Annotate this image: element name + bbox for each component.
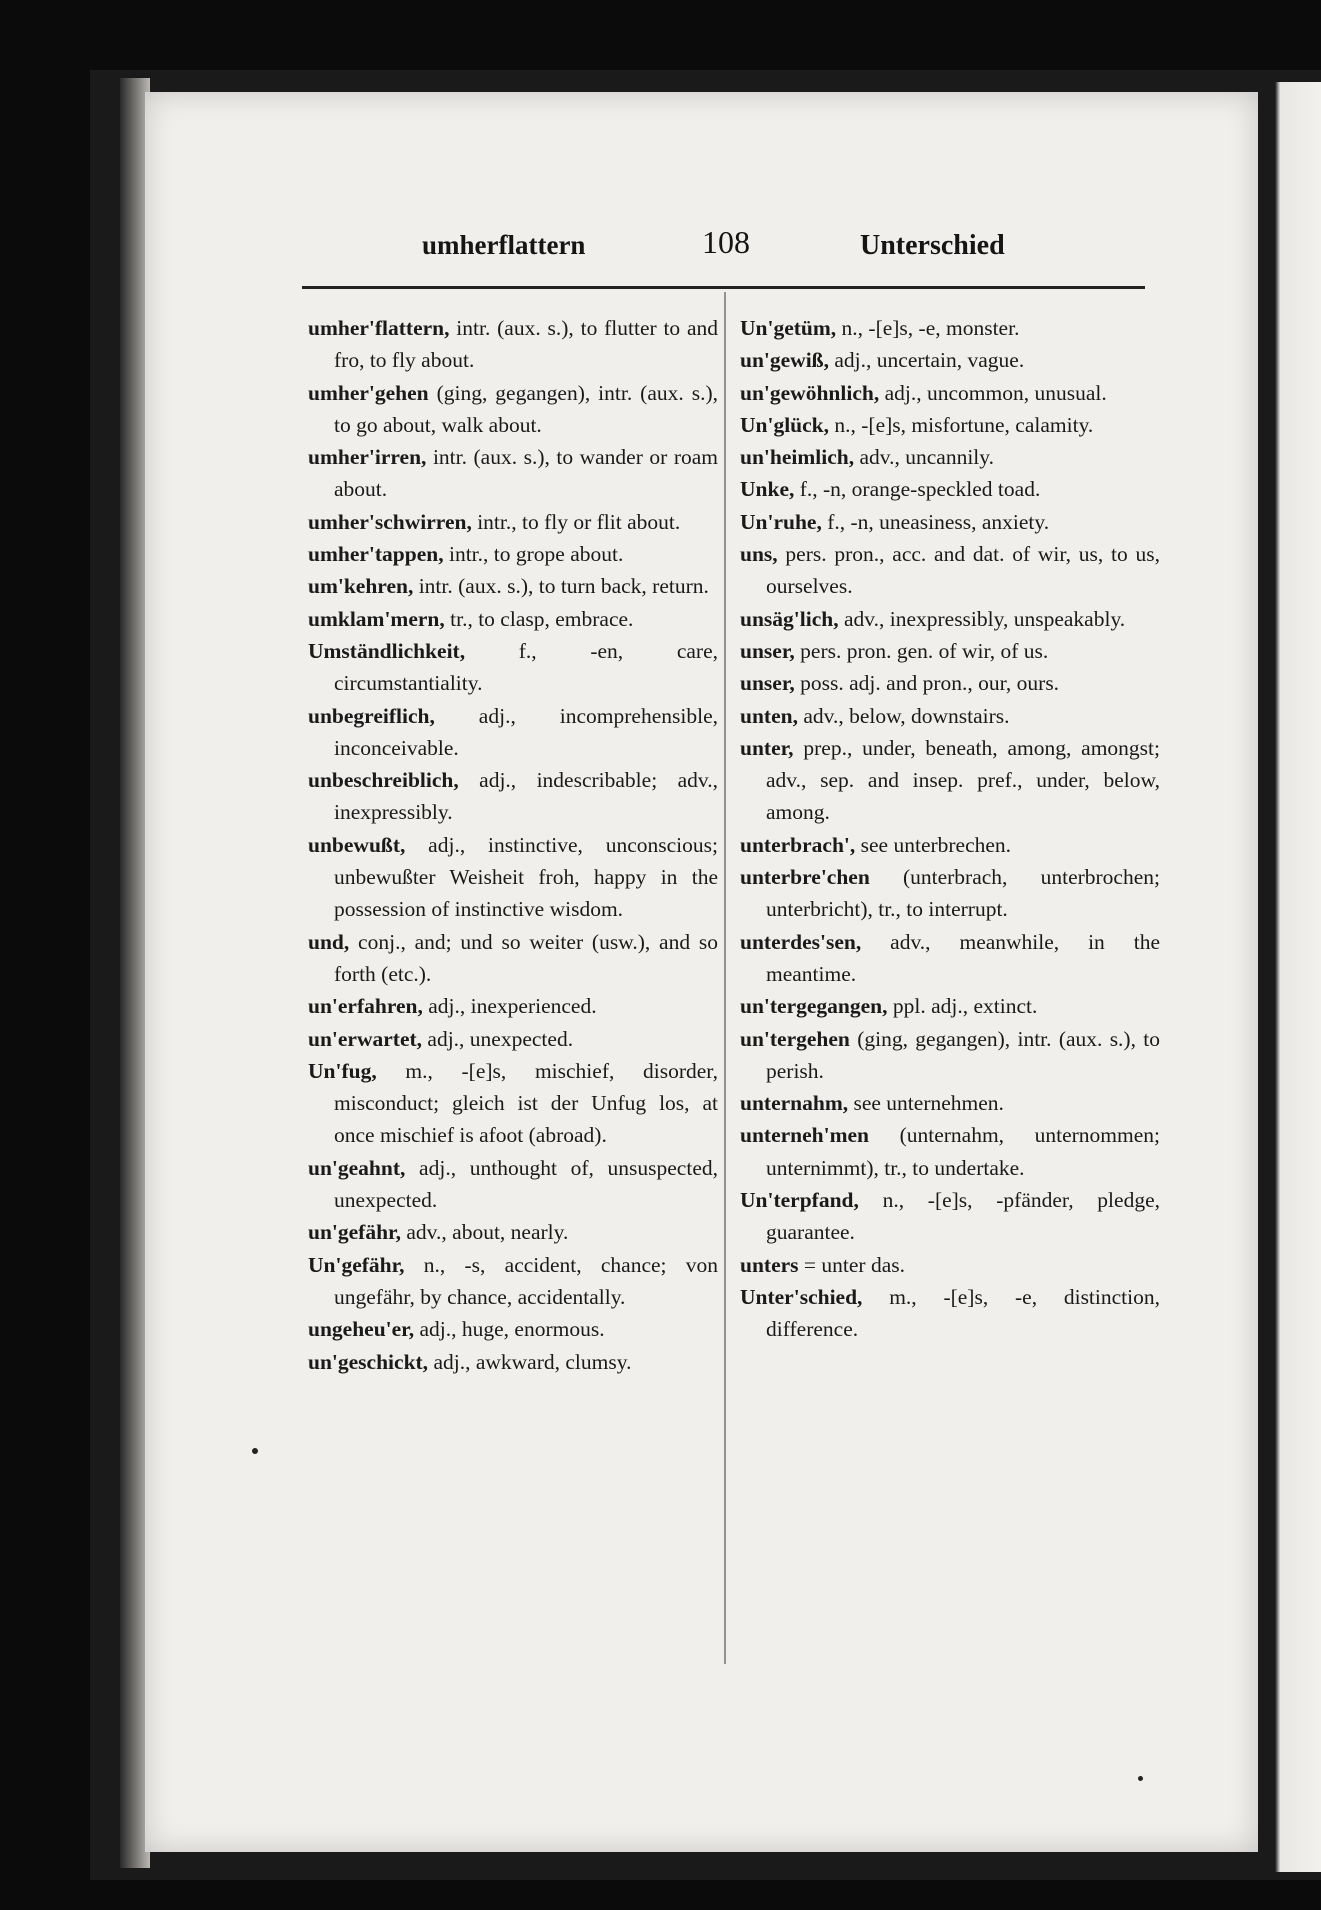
page-number: 108 [702, 224, 750, 260]
entry-definition: n., -s, accident, chance; von ungefähr, by chance, accidentally. [334, 1252, 718, 1309]
dictionary-entry [740, 344, 1160, 376]
dictionary-entry [308, 1023, 718, 1055]
left-column [308, 312, 718, 1378]
dictionary-entry [308, 764, 718, 829]
entry-headword: un'gewöhnlich, [740, 380, 880, 405]
dictionary-entry [740, 312, 1160, 344]
entry-definition: adj., huge, enormous. [414, 1317, 605, 1342]
dictionary-entry [740, 1281, 1160, 1346]
dictionary-entry [308, 990, 718, 1022]
dictionary-entry [740, 1087, 1160, 1119]
entry-headword: umher'irren, [308, 445, 427, 470]
column-divider [724, 292, 726, 1664]
dictionary-entry [308, 1313, 718, 1345]
dictionary-entry [740, 635, 1160, 667]
dictionary-entry [308, 441, 718, 506]
entry-headword: un'tergehen [740, 1026, 850, 1051]
entry-definition: adj., indescribable; adv., inexpressibly. [334, 768, 718, 825]
running-header [300, 222, 1020, 272]
entry-headword: unterneh'men [740, 1123, 869, 1148]
entry-headword: un'erfahren, [308, 994, 423, 1019]
dictionary-entry [308, 1055, 718, 1152]
dictionary-entry [740, 538, 1160, 603]
entry-headword: Un'fug, [308, 1058, 377, 1083]
entry-headword: unters [740, 1252, 799, 1277]
entry-definition: n., -[e]s, -e, monster. [836, 316, 1020, 340]
entry-definition: n., -[e]s, -pfänder, pledge, guarantee. [766, 1188, 1160, 1245]
entry-headword: uns, [740, 542, 778, 567]
entry-headword: unser, [740, 671, 795, 696]
dictionary-entry [308, 635, 718, 700]
entry-headword: Un'terpfand, [740, 1188, 859, 1213]
dictionary-entry [740, 473, 1160, 505]
entry-headword: Un'getüm, [740, 316, 837, 340]
dictionary-entry [308, 377, 718, 442]
entry-definition: (unternahm, unternommen; unternimmt), tr., to undertake. [766, 1123, 1160, 1180]
entry-definition: prep., under, beneath, among, amongst; adv., sep. and insep. pref., under, below, among. [766, 735, 1160, 825]
entry-headword: Unter'schied, [740, 1284, 863, 1309]
dictionary-entry [308, 603, 718, 635]
dictionary-entry [308, 312, 718, 377]
entry-headword: umher'schwirren, [308, 509, 472, 534]
entry-definition: intr., to grope about. [443, 542, 624, 567]
entry-headword: und, [308, 929, 350, 954]
next-page-edge [1270, 82, 1321, 1872]
dictionary-entry [740, 441, 1160, 473]
header-right-guide-word: Unterschied [860, 230, 1005, 261]
dictionary-entry [740, 1249, 1160, 1281]
entry-headword: umher'flattern, [308, 316, 450, 340]
entry-definition: adj., unexpected. [422, 1026, 574, 1051]
entry-definition: adj., incomprehensible, inconceivable. [334, 703, 718, 760]
entry-definition: (ging, gegangen), intr. (aux. s.), to perish. [766, 1026, 1160, 1083]
entry-definition: adv., inexpressibly, unspeakably. [838, 606, 1126, 631]
entry-definition: adv., uncannily. [854, 445, 995, 470]
header-rule [302, 286, 1145, 289]
entry-headword: un'gefähr, [308, 1220, 401, 1245]
entry-definition: intr. (aux. s.), to turn back, return. [413, 574, 709, 599]
dictionary-entry [740, 377, 1160, 409]
entry-definition: adj., unthought of, unsuspected, unexpected. [334, 1155, 718, 1213]
entry-headword: unser, [740, 638, 795, 663]
scan-speck [252, 1448, 258, 1454]
entry-headword: umher'gehen [308, 380, 429, 405]
entry-headword: unbegreiflich, [308, 703, 435, 728]
entry-definition: tr., to clasp, embrace. [444, 606, 634, 631]
entry-headword: Unke, [740, 477, 795, 502]
entry-definition: f., -n, uneasiness, anxiety. [821, 509, 1050, 534]
entry-headword: un'tergegangen, [740, 994, 888, 1019]
entry-headword: Un'glück, [740, 412, 830, 437]
entry-definition: m., -[e]s, -e, distinction, difference. [766, 1284, 1160, 1342]
entry-headword: un'gewiß, [740, 348, 830, 373]
dictionary-entry [740, 732, 1160, 829]
entry-headword: unbeschreiblich, [308, 768, 459, 793]
dictionary-entry [308, 1152, 718, 1217]
entry-headword: unbewußt, [308, 832, 406, 857]
entry-definition: n., -[e]s, misfortune, calamity. [829, 412, 1094, 437]
dictionary-entry [308, 829, 718, 926]
entry-definition: f., -n, orange-speckled toad. [794, 477, 1041, 502]
entry-definition: pers. pron., acc. and dat. of wir, us, to us, ourselves. [766, 542, 1160, 599]
entry-definition: intr. (aux. s.), to flutter to and fro, to fly about. [334, 316, 718, 373]
entry-headword: unter, [740, 735, 794, 760]
entry-definition: see unternehmen. [848, 1091, 1004, 1116]
entry-headword: unternahm, [740, 1091, 849, 1116]
entry-definition: pers. pron. gen. of wir, of us. [794, 638, 1049, 663]
entry-headword: un'heimlich, [740, 445, 855, 470]
entry-headword: unterbrach', [740, 832, 856, 857]
entry-headword: ungeheu'er, [308, 1317, 415, 1342]
entry-headword: umklam'mern, [308, 606, 445, 631]
entry-definition: poss. adj. and pron., our, ours. [794, 671, 1060, 696]
header-left-guide-word: umherflattern [422, 230, 586, 260]
entry-headword: un'geschickt, [308, 1349, 429, 1374]
dictionary-entry [740, 990, 1160, 1022]
entry-definition: adj., uncertain, vague. [829, 348, 1025, 373]
entry-definition: adj., uncommon, unusual. [879, 380, 1107, 405]
entry-headword: un'erwartet, [308, 1026, 423, 1051]
entry-definition: adj., instinctive, unconscious; unbewußter Weisheit froh, happy in the possession of instinctive wisdom. [334, 832, 718, 922]
entry-definition: adj., awkward, clumsy. [428, 1349, 632, 1374]
entry-headword: unsäg'lich, [740, 606, 839, 631]
dictionary-entry [308, 570, 718, 602]
dictionary-entry [308, 1249, 718, 1314]
entry-headword: Un'gefähr, [308, 1252, 405, 1277]
entry-headword: unterdes'sen, [740, 929, 862, 954]
entry-headword: Un'ruhe, [740, 509, 822, 534]
dictionary-entry [740, 829, 1160, 861]
entry-definition: intr., to fly or flit about. [471, 509, 681, 534]
dictionary-entry [308, 538, 718, 570]
dictionary-entry [308, 1346, 718, 1378]
dictionary-entry [740, 667, 1160, 699]
entry-definition: (ging, gegangen), intr. (aux. s.), to go about, walk about. [334, 380, 718, 437]
entry-definition: m., -[e]s, mischief, disorder, misconduct; gleich ist der Unfug los, at once mischief is afoot (abroad). [334, 1058, 718, 1148]
entry-definition: adv., meanwhile, in the meantime. [766, 929, 1160, 986]
entry-definition: see unterbrechen. [855, 832, 1012, 857]
dictionary-entry [740, 409, 1160, 441]
entry-definition: adv., below, downstairs. [797, 703, 1010, 728]
entry-headword: umher'tappen, [308, 542, 444, 567]
entry-headword: un'geahnt, [308, 1155, 406, 1180]
dictionary-entry [740, 1023, 1160, 1088]
entry-definition: intr. (aux. s.), to wander or roam about. [334, 445, 718, 502]
entry-headword: Umständlichkeit, [308, 638, 466, 663]
dictionary-entry [740, 700, 1160, 732]
dictionary-entry [740, 926, 1160, 991]
dictionary-entry [308, 506, 718, 538]
dictionary-entry [740, 603, 1160, 635]
entry-definition: adj., inexperienced. [422, 994, 597, 1019]
right-column [740, 312, 1160, 1346]
entry-definition: = unter das. [798, 1252, 905, 1277]
entry-definition: ppl. adj., extinct. [887, 994, 1038, 1019]
dictionary-entry [740, 1184, 1160, 1249]
entry-definition: f., -en, care, circumstantiality. [334, 638, 718, 696]
entry-definition: adv., about, nearly. [401, 1220, 569, 1245]
dictionary-entry [740, 506, 1160, 538]
dictionary-entry [740, 861, 1160, 926]
scan-speck [1138, 1776, 1143, 1781]
entry-definition: (unterbrach, unterbrochen; unterbricht), tr., to interrupt. [766, 865, 1160, 922]
dictionary-entry [308, 700, 718, 765]
entry-headword: unten, [740, 703, 798, 728]
entry-headword: unterbre'chen [740, 865, 870, 890]
dictionary-entry [308, 926, 718, 991]
dictionary-entry [740, 1119, 1160, 1184]
dictionary-entry [308, 1216, 718, 1248]
entry-headword: um'kehren, [308, 574, 414, 599]
entry-definition: conj., and; und so weiter (usw.), and so forth (etc.). [334, 929, 718, 986]
